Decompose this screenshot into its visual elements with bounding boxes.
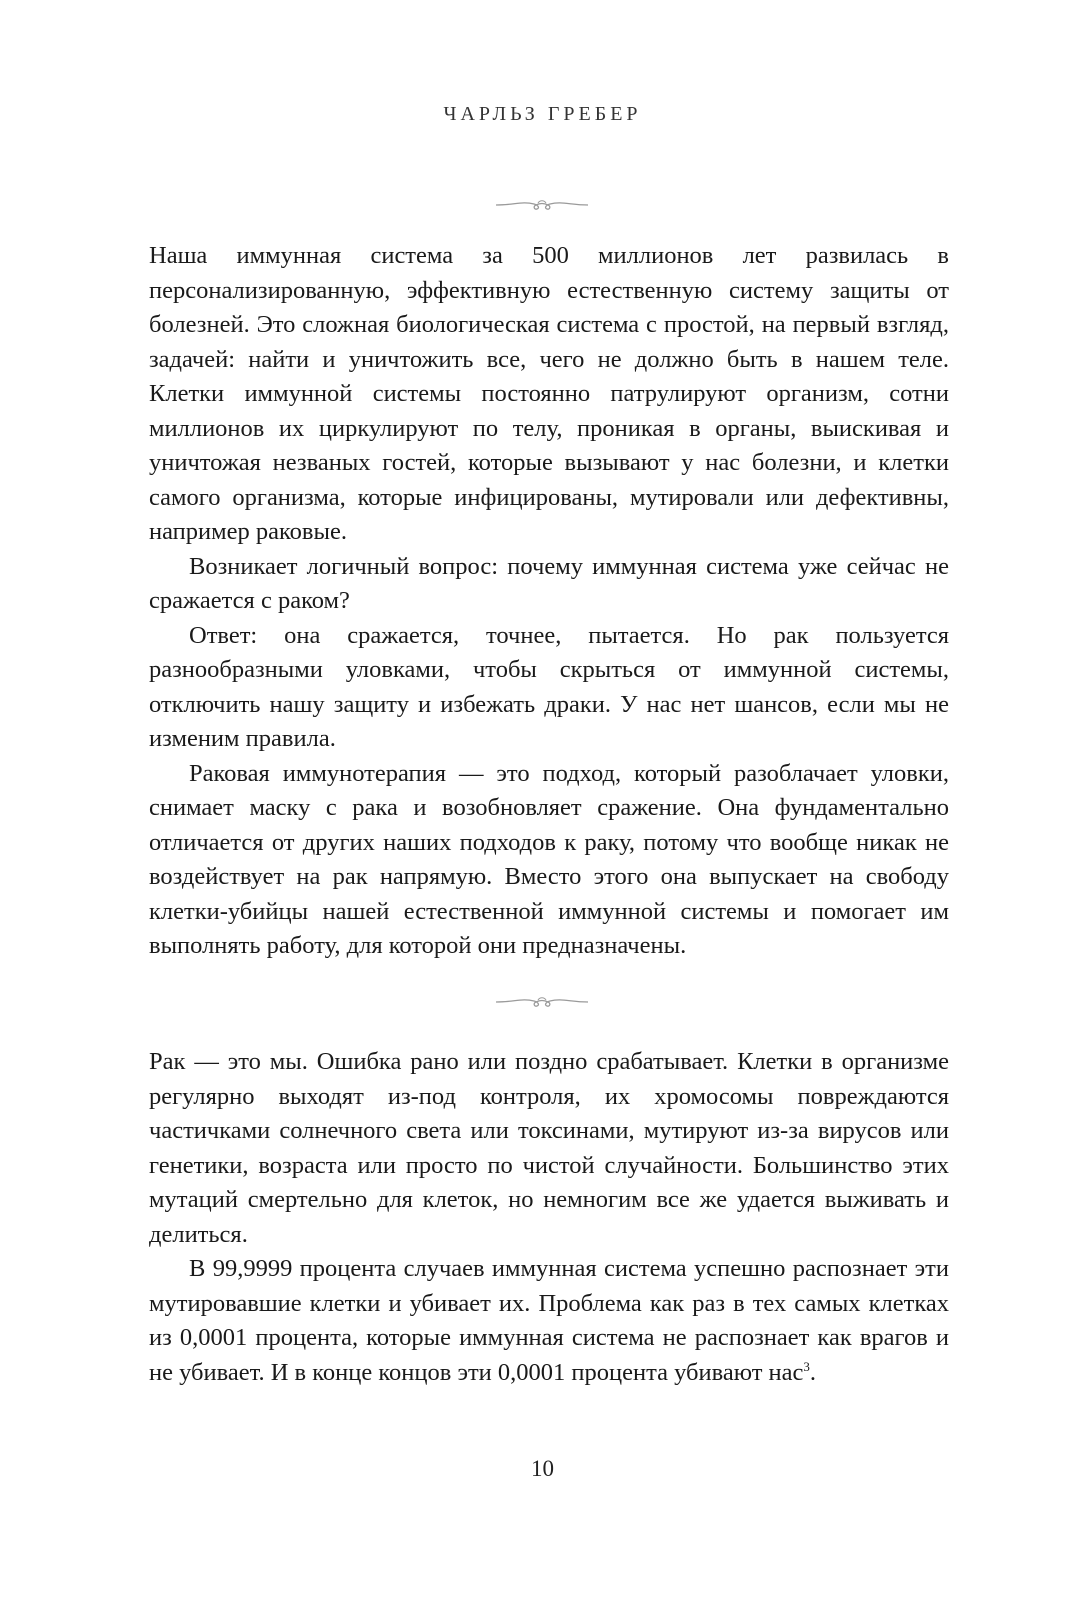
- text-section-2: [149, 1045, 949, 1390]
- paragraph: В 99,9999 процента случаев иммунная система успешно распознает эти мутировавшие клетки и убивает их. Проблема как раз в тех самых клетках из 0,0001 процента, которые иммунная система не распознает как врагов и не убивает. И в конце концов эти 0,0001 процента убивают нас$^3$.: [149, 1255, 949, 1386]
- paragraph-text: В 99,9999 процента случаев иммунная система успешно распознает эти мутировавшие клетки и убивает их. Проблема как раз в тех самых клетках из 0,0001 процента, которые иммунная система не распознает как врагов и не убивает. И в конце концов эти 0,0001 процента убивают нас: [149, 1255, 949, 1386]
- paragraph: Ответ: она сражается, точнее, пытается. Но рак пользуется разнообразными уловками, чтобы скрыться от иммунной системы, отключить нашу защиту и избежать драки. У нас нет шансов, если мы не изменим правила.: [149, 621, 949, 752]
- footnote-reference[interactable]: 3: [803, 1358, 810, 1374]
- paragraph: Наша иммунная система за 500 миллионов лет развилась в персонализированную, эффективную естественную систему защиты от болезней. Это сложная биологическая система с простой, на первый взгляд, задачей: найти и уничтожить все, чего не должно быть в нашем теле. Клетки иммунной системы постоянно патрулируют организм, сотни миллионов их циркулируют по телу, проникая в органы, выискивая и уничтожая незваных гостей, которые вызывают у нас болезни, и клетки самого организма, которые инфицированы, мутировали или дефективны, например раковые.: [149, 242, 949, 545]
- paragraph: Возникает логичный вопрос: почему иммунная система уже сейчас не сражается с раком?: [149, 552, 949, 614]
- paragraph: Рак — это мы. Ошибка рано или поздно срабатывает. Клетки в организме регулярно выходят из-под контроля, их хромосомы повреждаются частичками солнечного света или токсинами, мутируют из-за вирусов или генетики, возраста или просто по чистой случайности. Большинство этих мутаций смертельно для клеток, но немногим все же удается выживать и делиться.: [149, 1048, 949, 1248]
- flourish-divider-icon: [492, 993, 592, 1011]
- page-number: 10: [531, 1456, 554, 1481]
- running-head: ЧАРЛЬЗ ГРЕБЕР: [443, 103, 642, 125]
- paragraph: Раковая иммунотерапия — это подход, который разоблачает уловки, снимает маску с рака и возобновляет сражение. Она фундаментально отличается от других наших подходов к раку, потому что вообще никак не воздействует на рак напрямую. Вместо этого она выпускает на свободу клетки-убийцы нашей естественной иммунной системы и помогает им выполнять работу, для которой они предназначены.: [149, 759, 949, 959]
- flourish-divider-icon: [492, 196, 592, 214]
- text-section-1: [149, 239, 949, 964]
